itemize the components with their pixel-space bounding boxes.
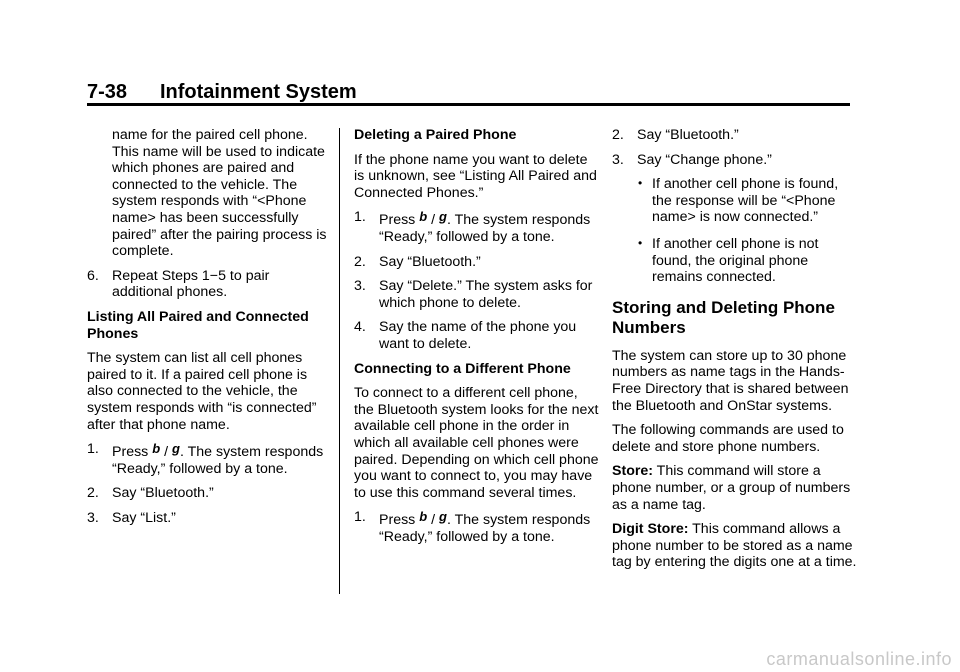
separator: / <box>427 512 439 529</box>
step-text: Press <box>379 512 420 529</box>
phone-button-icon: b <box>419 509 428 525</box>
voice-button-icon: g <box>172 441 180 457</box>
connect-step-2 <box>612 127 858 144</box>
column-divider <box>339 128 340 594</box>
bullet-icon: • <box>638 235 643 250</box>
connect-step-1 <box>354 509 600 545</box>
listing-body: The system can list all cell phones paired to it. If a paired cell phone is also connected to the vehicle, the system responds with “is connected” after that phone name. <box>87 350 317 433</box>
step-number: 3. <box>87 509 99 526</box>
separator: / <box>160 444 172 461</box>
intro-continuation: name for the paired cell phone. This name will be used to indicate which phones are paired and connected to the vehicle. The system responds with “<Phone name> has been successfully paired” after the pairing process is complete. <box>112 127 327 260</box>
connecting-body: To connect to a different cell phone, the Bluetooth system looks for the next available cell phone in the order in which all available cell phones were paired. Depending on which cell phone you want to connect to, you may have to use this command several times. <box>354 385 599 501</box>
delete-step-1 <box>354 209 600 245</box>
delete-step-3 <box>354 278 600 311</box>
step-text: Say “Bluetooth.” <box>637 127 739 143</box>
connecting-heading: Connecting to a Different Phone <box>354 360 571 377</box>
bullet-item <box>612 236 858 286</box>
bullet-icon: • <box>638 176 643 191</box>
step-text: Say “Bluetooth.” <box>379 253 481 270</box>
step-text: Say “Delete.” The system asks for which phone to delete. <box>379 278 593 311</box>
step-number: 1. <box>354 209 366 226</box>
column-3 <box>612 127 858 579</box>
step-text: Press <box>379 212 420 229</box>
voice-button-icon: g <box>439 209 447 225</box>
step-number: 1. <box>354 509 366 526</box>
digit-store-label: Digit Store: <box>612 521 689 538</box>
bullet-text: If another cell phone is not found, the original phone remains connected. <box>652 235 819 286</box>
list-step-2 <box>87 485 333 502</box>
section-heading: Storing and Deleting Phone Numbers <box>612 297 835 337</box>
digit-store-command <box>612 521 858 571</box>
column-2 <box>354 127 600 553</box>
delete-step-4 <box>354 319 600 352</box>
step-number: 3. <box>612 151 624 168</box>
step-text: . The system responds “Ready,” followed by a tone. <box>112 444 324 477</box>
step-text: Say “List.” <box>112 509 176 526</box>
bullet-text: If another cell phone is found, the response will be “<Phone name> is now connected.” <box>652 176 839 226</box>
storing-body: The system can store up to 30 phone numbers as name tags in the Hands-Free Directory that is shared between the Bluetooth and OnStar systems. <box>612 347 849 414</box>
step-number: 3. <box>354 278 366 295</box>
list-step-1 <box>87 441 333 477</box>
phone-button-icon: b <box>419 209 428 225</box>
listing-heading: Listing All Paired and Connected Phones <box>87 308 309 342</box>
separator: / <box>427 212 439 229</box>
step-number: 1. <box>87 441 99 458</box>
step-text: . The system responds “Ready,” followed by a tone. <box>379 212 591 245</box>
step-text: Say “Change phone.” <box>637 151 772 168</box>
list-step-3 <box>87 510 333 527</box>
phone-button-icon: b <box>152 441 161 457</box>
commands-body: The following commands are used to delete and store phone numbers. <box>612 422 844 455</box>
step-text: Say “Bluetooth.” <box>112 485 214 502</box>
step-number: 2. <box>87 485 99 502</box>
step-number: 6. <box>87 267 99 284</box>
bullet-item <box>612 176 858 226</box>
store-label: Store: <box>612 463 653 480</box>
store-text: This command will store a phone number, or a group of numbers as a name tag. <box>612 463 851 513</box>
header-rule <box>87 103 850 106</box>
page-number: 7-38 <box>87 81 128 103</box>
step-number: 2. <box>354 253 366 270</box>
connect-step-3 <box>612 152 858 169</box>
delete-step-2 <box>354 254 600 271</box>
step-text: Press <box>112 444 153 461</box>
store-command <box>612 463 858 513</box>
page-title: Infotainment System <box>160 81 357 103</box>
deleting-heading: Deleting a Paired Phone <box>354 127 517 143</box>
step-number: 2. <box>612 127 624 143</box>
step-text: Say the name of the phone you want to delete. <box>379 319 577 352</box>
voice-button-icon: g <box>439 509 447 525</box>
digit-store-text: This command allows a phone number to be stored as a name tag by entering the digits one at a time. <box>612 521 857 571</box>
step-number: 4. <box>354 319 366 336</box>
deleting-body: If the phone name you want to delete is unknown, see “Listing All Paired and Connected Phones.” <box>354 151 597 201</box>
column-1 <box>87 127 333 534</box>
step-6 <box>87 268 333 301</box>
step-text: . The system responds “Ready,” followed by a tone. <box>379 512 591 545</box>
step-text: Repeat Steps 1−5 to pair additional phones. <box>112 267 270 301</box>
watermark: carmanualsonline.info <box>766 649 952 669</box>
